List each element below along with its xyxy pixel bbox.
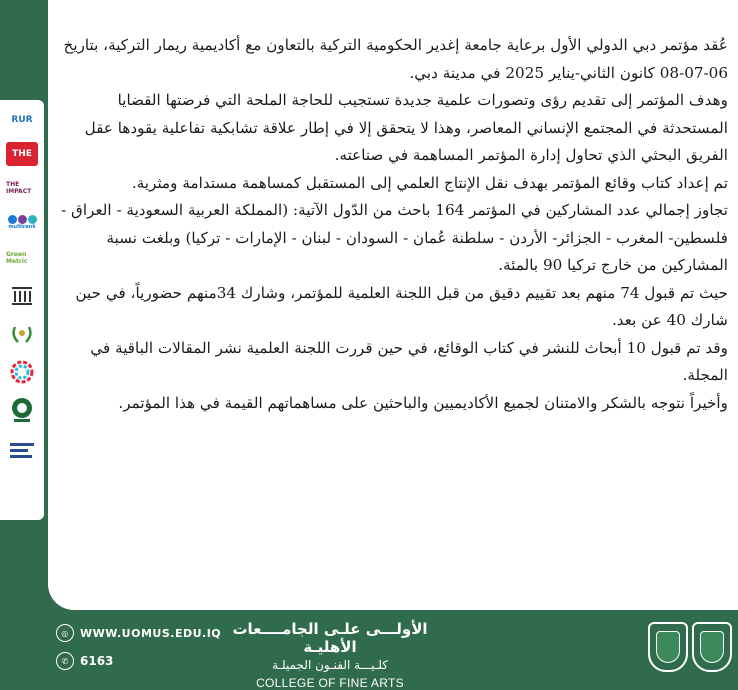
paragraph-goal: وهدف المؤتمر إلى تقديم رؤى وتصورات علمية جديدة تستجيب للحاجة الملحة التي فرضتها القضايا المستحدثة في المجتمع الإنساني المعاصر، وهذا لا يتحقق إلا في إطار علاقة تشابكية تفاعلية يقودها عقل الفريق البحثي الذي تحاول إدارة المؤتمر المساهمة في صناعته. xyxy=(84,91,728,164)
college-title-ar: كلـيـــة الفنـون الجميلـة xyxy=(272,658,388,672)
phone-number[interactable] xyxy=(56,652,113,670)
greenmetric-logo-icon: Green Metric xyxy=(6,251,28,265)
college-emblem-icon xyxy=(692,622,732,672)
multirank-logo-icon: multirank xyxy=(6,210,38,234)
pillars-logo-icon xyxy=(6,284,38,308)
footer-bar xyxy=(0,610,738,690)
website-link[interactable] xyxy=(56,624,221,642)
arab-union-logo-icon xyxy=(6,398,38,422)
rur-logo-icon: RUR xyxy=(11,115,33,125)
paragraph-thanks: وأخيراً نتوجه بالشكر والامتنان لجميع الأكاديميين والباحثين على مساهماتهم القيمة في هذا المؤتمر. xyxy=(118,393,728,412)
college-title-block xyxy=(230,620,430,690)
phone-text: 6163 xyxy=(80,654,114,668)
paragraph-publication: وقد تم قبول 10 أبحاث للنشر في كتاب الوقائع، في حين قررت اللجنة العلمية نشر المقالات الباقية في المجلة. xyxy=(90,338,728,384)
paragraph-proceedings: تم إعداد كتاب وقائع المؤتمر بهدف نقل الإنتاج العلمي إلى المستقبل كمساهمة مستدامة ومثرية. xyxy=(131,173,728,192)
paragraph-intro: عُقد مؤتمر دبي الدولي الأول برعاية جامعة إغدير الحكومية التركية بالتعاون مع أكاديمية ريمار التركية، بتاريخ 06-07-08 كانون الثاني-يناير 2025 في مدينة دبي. xyxy=(63,36,728,82)
the-impact-logo-icon: THE IMPACT xyxy=(6,181,32,195)
the-logo-icon: THE xyxy=(6,142,38,166)
paragraph-accepted: حيث تم قبول 74 منهم بعد تقييم دقيق من قبل اللجنة العلمية للمؤتمر، وشارك 34منهم حضورياً، في حين شارك 40 عن بعد. xyxy=(75,283,728,329)
sdg-wheel-logo-icon xyxy=(6,360,38,384)
university-emblem-icon xyxy=(648,622,688,672)
sidebar-logo-rail xyxy=(0,100,44,520)
wreath-logo-icon xyxy=(6,322,38,346)
article-panel xyxy=(48,0,738,610)
globe-icon: ◎ xyxy=(56,624,74,642)
article-body xyxy=(48,32,738,417)
phone-icon: ✆ xyxy=(56,652,74,670)
university-title: الأولـــى علـى الجامــــعات الأهليـة xyxy=(232,620,428,656)
ranking-web-logo-icon xyxy=(6,438,38,462)
college-title-en: COLLEGE OF FINE ARTS xyxy=(256,676,404,690)
website-text: WWW.UOMUS.EDU.IQ xyxy=(80,626,222,640)
paragraph-participants: تجاوز إجمالي عدد المشاركين في المؤتمر 164 باحث من الدّول الآتية: (المملكة العربية السعودية - العراق - فلسطين- المغرب - الجزائر- الأردن - سلطنة عُمان - السودان - لبنان - الإمارات - تركيا) وبلغت نسبة المشاركين من خارج تركيا 90 بالمئة. xyxy=(61,201,728,274)
